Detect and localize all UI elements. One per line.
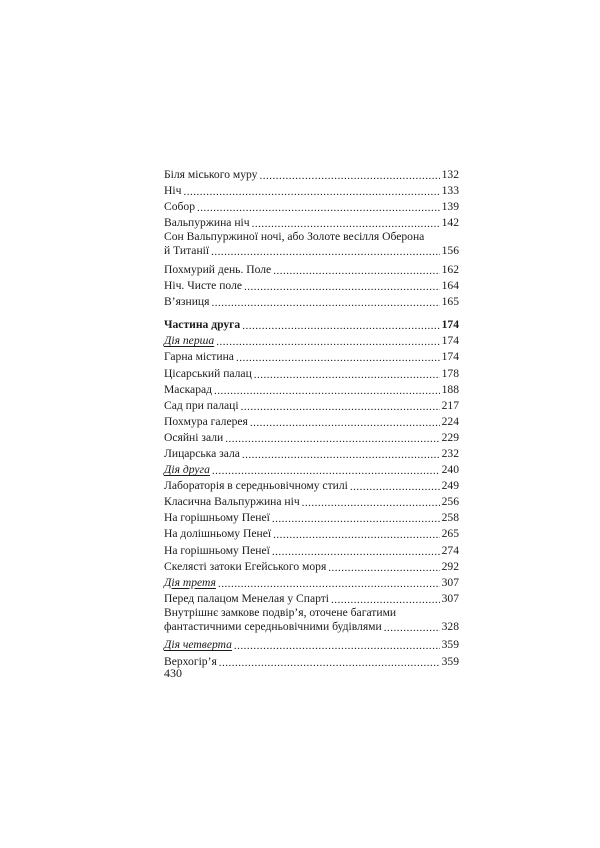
leader-dots [216,336,439,348]
leader-dots [234,640,440,652]
toc-entry: Цісарський палац ..... 178 [164,364,459,380]
toc-act-heading: Дія третя ..... 307 [164,574,459,590]
toc-entry: Ніч ..... 133 [164,182,459,198]
toc-entry: Класична Вальпуржина ніч ..... 256 [164,493,459,509]
toc-entry: В’язниця ..... 165 [164,293,459,309]
toc-entry: Похмура галерея ..... 224 [164,413,459,429]
leader-dots [259,170,439,182]
toc-entry: Сад при палаці ..... 217 [164,397,459,413]
leader-dots [272,546,440,558]
leader-dots [254,369,440,381]
leader-dots [244,281,440,293]
leader-dots [214,385,440,397]
leader-dots [197,202,440,214]
leader-dots [242,320,439,332]
toc-entry: Вальпуржина ніч ..... 142 [164,214,459,230]
leader-dots [302,497,440,509]
leader-dots [241,401,440,413]
leader-dots [225,433,439,445]
toc-entry: Біля міського муру ..... 132 [164,166,459,182]
toc-entry: Осяйні зали ..... 229 [164,429,459,445]
page-number: 430 [164,666,182,680]
toc-part-heading: Частина друга ..... 174 [164,316,459,332]
leader-dots [350,481,440,493]
leader-dots [211,246,440,258]
leader-dots [252,218,440,230]
leader-dots [183,186,439,198]
toc-entry: На горішньому Пенеї ..... 274 [164,541,459,557]
toc-entry: Верхогір’я ..... 359 [164,652,459,668]
leader-dots [273,265,439,277]
toc-entry: Скелясті затоки Егейського моря ..... 292 [164,558,459,574]
leader-dots [384,622,440,634]
leader-dots [218,578,440,590]
toc-entry: На долішньому Пенеї ..... 265 [164,525,459,541]
toc-entry: Лабораторія в середньовічному стилі ..... 249 [164,477,459,493]
toc-entry: Собор ..... 139 [164,198,459,214]
leader-dots [242,449,440,461]
leader-dots [250,417,440,429]
leader-dots [219,657,440,669]
toc-entry: Перед палацом Менелая у Спарті ..... 307 [164,590,459,606]
leader-dots [272,513,440,525]
toc-entry: Внутрішнє замкове подвір’я, оточене багатими фантастичними середньовічними будівлями ..... 328 [164,606,459,637]
toc-entry: Ніч. Чисте поле ..... 164 [164,277,459,293]
toc-act-heading: Дія четверта ..... 359 [164,636,459,652]
leader-dots [328,562,439,574]
toc-entry: Лицарська зала ..... 232 [164,445,459,461]
toc-act-heading: Дія перша ..... 174 [164,332,459,348]
toc-entry: Гарна містина ..... 174 [164,348,459,364]
toc-entry: Похмурий день. Поле ..... 162 [164,261,459,277]
leader-dots [212,465,440,477]
toc-act-heading: Дія друга ..... 240 [164,461,459,477]
toc-entry: Сон Вальпуржиної ночі, або Золоте весілля Оберона й Титанії ..... 156 [164,230,459,261]
table-of-contents [164,166,459,669]
leader-dots [236,352,440,364]
toc-entry: Маскарад ..... 188 [164,381,459,397]
leader-dots [331,594,440,606]
leader-dots [273,529,440,541]
leader-dots [211,297,439,309]
toc-entry: На горішньому Пенеї ..... 258 [164,509,459,525]
